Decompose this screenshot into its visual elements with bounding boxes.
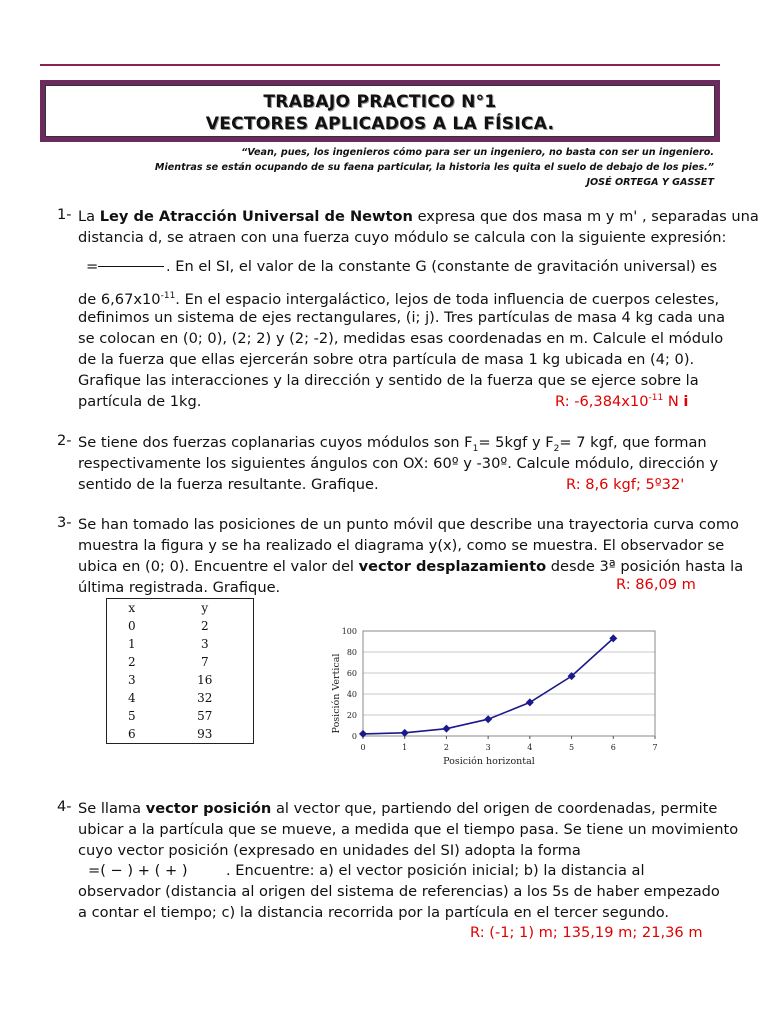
x-tick-label: 3 [485,743,491,752]
problem-1-line-1: La Ley de Atracción Universal de Newton expresa que dos masa m y m' , separadas una [78,208,759,225]
problem-3-line-4: última registrada. Grafique. [78,579,281,596]
problem-1-equation-sign: = [86,258,99,275]
table-cell: 2 [200,619,209,633]
problem-4-line-6: a contar el tiempo; c) la distancia recorrida por la partícula en el tercer segundo. [78,904,670,921]
data-point [484,715,492,723]
table-cell: 3 [127,672,136,687]
table-row [107,617,254,635]
problem-3-line-1: Se han tomado las posiciones de un punto móvil que describe una trayectoria curva como [78,516,739,533]
table-row [107,653,254,671]
table-cell: 32 [197,690,213,705]
x-tick-label: 4 [527,743,533,752]
title-line-1: TRABAJO PRACTICO N°1 [263,92,497,112]
problem-4-line-5: observador (distancia al origen del sistema de referencias) a los 5s de haber empezado [78,883,720,900]
title-box [40,80,720,142]
table-cell: 16 [197,672,213,687]
problem-2-line-2: respectivamente los siguientes ángulos con OX: 60º y -30º. Calcule módulo, dirección y [78,455,719,472]
title-line-2: VECTORES APLICADOS A LA FÍSICA. [205,114,555,134]
fraction-line [98,266,164,267]
table-cell: 6 [127,726,136,741]
table-cell: 5 [127,708,136,723]
problem-4-number: 4- [57,798,72,815]
problem-2-line-1: Se tiene dos fuerzas coplanarias cuyos módulos son $F_1= 5kgf$ y $F_2= 7$ kgf, que forman [78,434,707,454]
quote-author: JOSÉ ORTEGA Y GASSET [586,177,714,188]
data-point [442,725,450,733]
problem-2-number: 2- [57,432,72,449]
problem-3-answer: R: 86,09 m [616,576,696,593]
problem-1-number: 1- [57,206,72,223]
table-cell: 4 [127,690,136,705]
problem-1-line-3: . En el SI, el valor de la constante G (constante de gravitación universal) es [166,258,718,275]
problem-3-line-3: ubica en (0; 0). Encuentre el valor del vector desplazamiento desde 3ª posición hasta la [78,558,744,575]
top-rule [40,64,720,66]
y-tick-label: 0 [351,732,357,741]
problem-2-line-3: sentido de la fuerza resultante. Grafique. [78,476,379,493]
problem-2-answer: R: 8,6 kgf; 5º32' [566,476,685,493]
problem-1-line-7: de la fuerza que ellas ejercerán sobre otra partícula de masa 1 kg ubicada en (4; 0). [78,351,695,368]
problem-1-answer: R: $-6,384x10^{-11}$ N i [555,392,689,410]
quote-line-1: “Vean, pues, los ingenieros cómo para ser un ingeniero, no basta con ser un ingeniero. [241,147,714,158]
y-axis-label: Posición Vertical [331,653,342,734]
y-tick-label: 80 [346,648,357,657]
table-cell: 93 [197,726,213,741]
table-cell: 1 [127,636,136,651]
table-row [107,725,254,744]
problem-1-line-9: partícula de 1kg. [78,393,202,410]
xy-data-table [106,598,254,744]
x-tick-label: 2 [443,743,449,752]
problem-1-line-4: de $6,67x10^{-11}$. En el espacio intergaláctico, lejos de toda influencia de cuerpos celestes, [78,290,720,308]
problem-1-line-2: distancia d, se atraen con una fuerza cuyo módulo se calcula con la siguiente expresión: [78,229,727,246]
data-point [526,698,534,706]
table-cell: 57 [197,708,213,723]
x-tick-label: 0 [360,743,366,752]
table-row [107,689,254,707]
problem-4-line-2: ubicar a la partícula que se mueve, a medida que el tiempo pasa. Se tiene un movimiento [78,821,739,838]
table-header-y: y [201,601,209,615]
table-cell: 3 [200,636,209,651]
table-cell: 2 [127,654,136,669]
y-tick-label: 60 [346,669,357,678]
problem-4-line-1: Se llama vector posición al vector que, partiendo del origen de coordenadas, permite [78,800,718,817]
table-header-x: x [128,601,136,615]
problem-4-equation: =( − ) + ( + ) [88,862,188,879]
table-cell: 0 [127,619,136,633]
problem-3-number: 3- [57,514,72,531]
y-tick-label: 40 [346,690,357,699]
x-tick-label: 6 [610,743,616,752]
problem-1-line-6: se colocan en (0; 0), (2; 2) y (2; -2), medidas esas coordenadas en m. Calcule el módulo [78,330,724,347]
position-chart [318,616,674,772]
problem-4-line-4: . Encuentre: a) el vector posición inicial; b) la distancia al [226,862,645,879]
data-point [359,730,367,738]
quote-line-2: Mientras se están ocupando de su faena particular, la historia les quita el suelo de debajo de los pies.” [154,162,714,173]
problem-4-answer: R: (-1; 1) m; 135,19 m; 21,36 m [470,924,703,941]
problem-3-line-2: muestra la figura y se ha realizado el diagrama y(x), como se muestra. El observador se [78,537,725,554]
table-header-row [107,599,254,618]
table-row [107,671,254,689]
table-row [107,635,254,653]
y-tick-label: 100 [341,627,357,636]
x-tick-label: 1 [402,743,408,752]
x-tick-label: 7 [652,743,658,752]
plot-area [363,631,655,736]
x-axis-label: Posición horizontal [443,756,535,767]
x-tick-label: 5 [569,743,575,752]
table-row [107,707,254,725]
problem-1-line-5: definimos un sistema de ejes rectangulares, (i; j). Tres partículas de masa 4 kg cada una [78,309,726,326]
problem-1-line-8: Grafique las interacciones y la dirección y sentido de la fuerza que se ejerce sobre la [78,372,699,389]
problem-4-line-3: cuyo vector posición (expresado en unidades del SI) adopta la forma [78,842,581,859]
table-cell: 7 [200,654,209,669]
y-tick-label: 20 [346,711,357,720]
